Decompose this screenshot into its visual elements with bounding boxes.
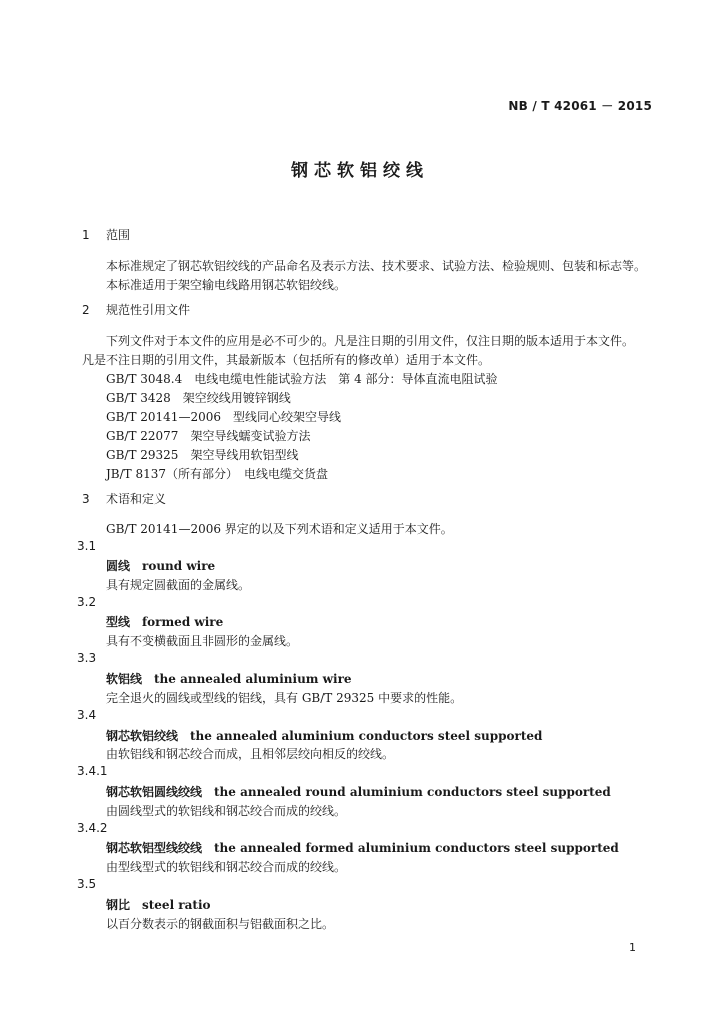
section-title: 范围 xyxy=(106,228,131,242)
normative-intro-line-1: 下列文件对于本文件的应用是必不可少的。凡是注日期的引用文件，仅注日期的版本适用于本文件。 xyxy=(106,334,635,348)
term-number: 3.1 xyxy=(77,539,97,553)
term-number: 3.4.2 xyxy=(77,821,108,835)
document-title: 钢芯软铝绞线 xyxy=(291,161,429,181)
reference-item: GB/T 3048.4 电线电缆电性能试验方法 第 4 部分：导体直流电阻试验 xyxy=(106,372,498,386)
reference-item: GB/T 22077 架空导线蠕变试验方法 xyxy=(106,429,311,443)
section-number: 1 xyxy=(82,228,90,242)
term-number: 3.4 xyxy=(77,708,97,722)
section-heading-3 xyxy=(82,490,166,507)
standard-number: NB / T 42061 － 2015 xyxy=(508,99,652,113)
section-heading-1 xyxy=(82,226,130,243)
term-name: 型线 formed wire xyxy=(106,615,224,629)
reference-item: GB/T 3428 架空绞线用镀锌钢线 xyxy=(106,391,291,405)
term-number: 3.4.1 xyxy=(77,764,108,778)
section-title: 规范性引用文件 xyxy=(106,303,191,317)
section-number: 3 xyxy=(82,492,90,506)
scope-line-2: 本标准适用于架空输电线路用钢芯软铝绞线。 xyxy=(106,278,347,292)
term-definition: 具有不变横截面且非圆形的金属线。 xyxy=(106,634,299,648)
reference-item: GB/T 20141—2006 型线同心绞架空导线 xyxy=(106,410,341,424)
term-definition: 由圆线型式的软铝线和钢芯绞合而成的绞线。 xyxy=(106,804,347,818)
term-definition: 具有规定圆截面的金属线。 xyxy=(106,578,251,592)
normative-intro-line-2: 凡是不注日期的引用文件，其最新版本（包括所有的修改单）适用于本文件。 xyxy=(82,353,491,367)
scope-line-1: 本标准规定了钢芯软铝绞线的产品命名及表示方法、技术要求、试验方法、检验规则、包装和标志等。 xyxy=(106,259,647,273)
section-number: 2 xyxy=(82,303,90,317)
term-name: 圆线 round wire xyxy=(106,559,216,573)
term-number: 3.2 xyxy=(77,595,97,609)
reference-item: JB/T 8137（所有部分） 电线电缆交货盘 xyxy=(106,467,329,481)
term-name: 软铝线 the annealed aluminium wire xyxy=(106,672,352,686)
term-number: 3.5 xyxy=(77,877,97,891)
section-heading-2 xyxy=(82,301,190,318)
term-definition: 由型线型式的软铝线和钢芯绞合而成的绞线。 xyxy=(106,860,347,874)
term-name: 钢芯软铝圆线绞线 the annealed round aluminium conductors steel supported xyxy=(106,785,611,799)
term-definition: 由软铝线和钢芯绞合而成，且相邻层绞向相反的绞线。 xyxy=(106,747,395,761)
reference-item: GB/T 29325 架空导线用软铝型线 xyxy=(106,448,299,462)
terms-intro: GB/T 20141—2006 界定的以及下列术语和定义适用于本文件。 xyxy=(106,522,453,536)
term-name: 钢比 steel ratio xyxy=(106,898,211,912)
term-name: 钢芯软铝绞线 the annealed aluminium conductors steel supported xyxy=(106,729,543,743)
section-title: 术语和定义 xyxy=(106,492,167,506)
term-number: 3.3 xyxy=(77,651,97,665)
term-name: 钢芯软铝型线绞线 the annealed formed aluminium conductors steel supported xyxy=(106,841,619,855)
term-definition: 完全退火的圆线或型线的铝线，具有 GB/T 29325 中要求的性能。 xyxy=(106,691,463,705)
page-number: 1 xyxy=(629,941,636,954)
term-definition: 以百分数表示的钢截面积与铝截面积之比。 xyxy=(106,917,335,931)
